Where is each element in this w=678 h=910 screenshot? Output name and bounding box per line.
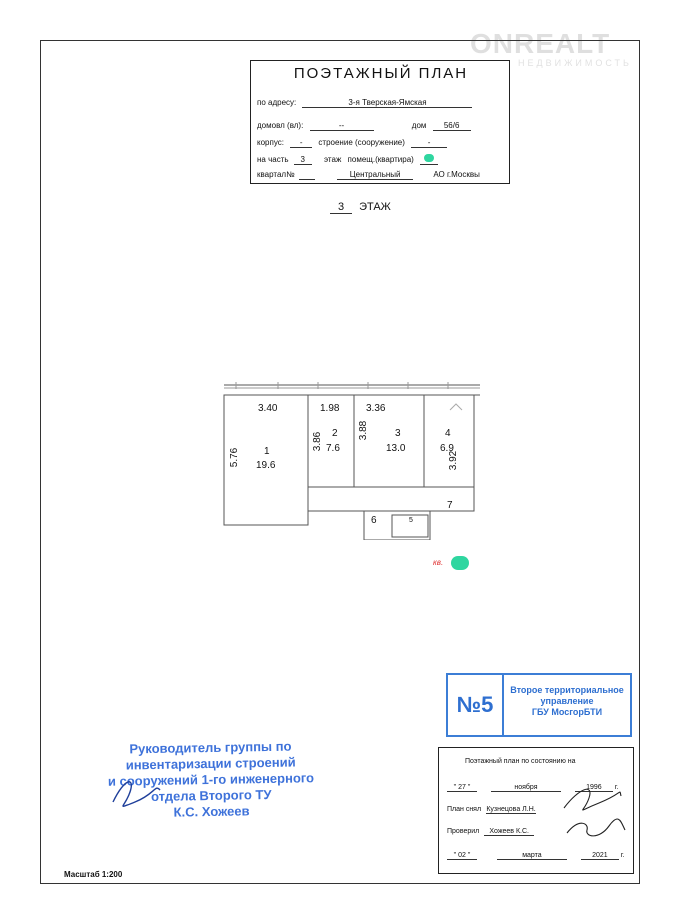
state-title: Поэтажный план по состоянию на — [465, 758, 576, 765]
room-3-width: 3.36 — [366, 403, 386, 414]
chast-value: 3 — [294, 155, 312, 165]
domovl-value: -- — [310, 121, 374, 131]
kvartal-row — [257, 170, 480, 180]
room-3-number: 3 — [395, 428, 401, 439]
room-2-number: 2 — [332, 428, 338, 439]
room-1-depth: 5.76 — [229, 447, 241, 468]
highlight-mark — [424, 154, 434, 162]
signature-black — [559, 778, 629, 848]
chast-row — [257, 154, 438, 165]
bti-stamp-number: №5 — [448, 675, 504, 735]
checked-value: Хожеев К.С. — [484, 828, 534, 836]
room-2-area: 7.6 — [326, 443, 340, 454]
room-6-number: 6 — [371, 515, 377, 526]
pomesch-label: помещ.(квартира) — [347, 155, 414, 164]
address-row — [257, 98, 472, 108]
room-5-number: 5 — [409, 517, 413, 524]
address-value: 3-я Тверская-Ямская — [302, 98, 472, 108]
stroenie-label: строение (сооружение) — [318, 138, 405, 147]
bti-stamp-text — [504, 685, 630, 718]
bti-stamp-line: ГБУ МосгорБТИ — [531, 707, 603, 717]
room-3-outline — [354, 395, 424, 487]
date2-day: " 02 " — [447, 852, 477, 860]
scale-label: Масштаб 1:200 — [64, 870, 123, 879]
korpus-label: корпус: — [257, 138, 284, 147]
stroenie-value: - — [411, 138, 447, 148]
domovl-row — [257, 121, 471, 131]
signature-blue — [105, 772, 165, 812]
room-4-depth: 3.92 — [448, 450, 460, 471]
document-title: ПОЭТАЖНЫЙ ПЛАН — [293, 65, 469, 82]
room-4-number: 4 — [445, 428, 451, 439]
bti-stamp-line: Второе территориальное — [510, 685, 624, 695]
year-suffix: г. — [614, 784, 619, 791]
date2-row — [447, 852, 625, 860]
dom-label: дом — [411, 121, 427, 130]
date2-year: 2021 — [581, 852, 619, 860]
bti-stamp-line: управление — [540, 696, 594, 706]
ao-label: АО г.Москвы — [433, 170, 480, 179]
taken-value: Кузнецова Л.Н. — [486, 806, 536, 813]
room-4-outline — [424, 395, 474, 487]
date1-year: 1996 — [575, 784, 613, 792]
dom-value: 56/6 — [433, 121, 471, 131]
state-block — [438, 747, 634, 874]
header-block — [250, 60, 510, 184]
approval-line: и сооружений 1-го инженерного — [107, 770, 315, 789]
date2-month: марта — [497, 852, 567, 860]
apartment-mark — [433, 556, 469, 570]
checked-label: Проверил — [447, 828, 480, 835]
pomesch-value — [420, 154, 438, 165]
kvartal-blank — [299, 170, 315, 180]
room-4-area: 6.9 — [440, 443, 454, 454]
approval-line: К.С. Хожеев — [173, 803, 250, 820]
room-7-number: 7 — [447, 500, 453, 511]
korpus-row — [257, 138, 447, 148]
approval-line: инвентаризации строений — [125, 754, 296, 773]
etazh-label: этаж — [324, 155, 342, 164]
floor-label: ЭТАЖ — [359, 201, 391, 213]
chast-label: на часть — [257, 155, 289, 164]
address-label: по адресу: — [257, 98, 297, 107]
date1-day: " 27 " — [447, 784, 477, 792]
bti-stamp — [446, 673, 632, 737]
room-1-width: 3.40 — [258, 403, 278, 414]
year-suffix: г. — [620, 852, 625, 859]
room-2-width: 1.98 — [320, 403, 340, 414]
checked-row — [447, 828, 534, 836]
approval-line: отдела Второго ТУ — [150, 786, 272, 805]
taken-row — [447, 806, 536, 814]
date1-month: ноября — [491, 784, 561, 792]
kv-label: кв. — [433, 558, 444, 568]
watermark-brand: ONREALT — [470, 28, 611, 59]
room-2-depth: 3.86 — [312, 431, 324, 452]
taken-label: План снял — [447, 806, 482, 813]
room-1-area: 19.6 — [256, 460, 276, 471]
domovl-label: домовл (вл): — [257, 121, 304, 130]
room-3-depth: 3.88 — [358, 420, 370, 441]
kvartal-label: квартал№ — [257, 170, 295, 179]
room-3-area: 13.0 — [386, 443, 406, 454]
stair-symbol — [450, 404, 462, 410]
room-1-number: 1 — [264, 446, 270, 457]
korpus-value: - — [290, 138, 312, 148]
watermark-tagline: НЕДВИЖИМОСТЬ — [518, 58, 632, 68]
floor-number: 3 — [330, 201, 352, 214]
kvartal-value: Центральный — [337, 170, 413, 180]
highlight-mark — [451, 556, 469, 570]
floor-heading — [330, 201, 391, 214]
approval-line: Руководитель группы по — [129, 738, 292, 757]
